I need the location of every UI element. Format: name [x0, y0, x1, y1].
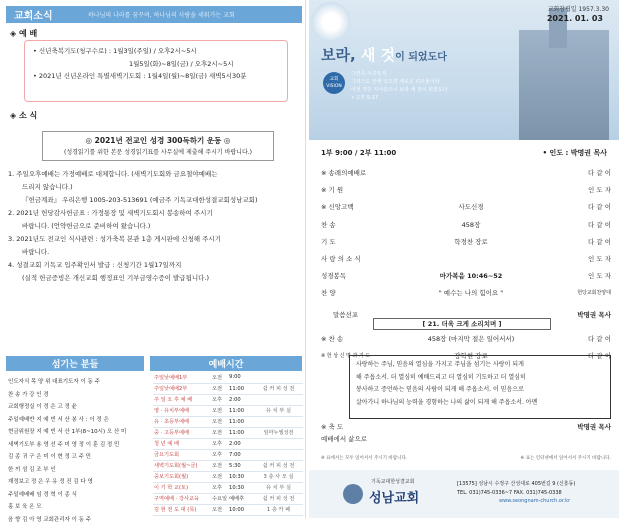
service-leader: • 인도 : 박명권 목사 — [543, 148, 607, 158]
prayer-line: 봉사하고 증언하는 믿음의 사람이 되게 해 주옵소서. 이 믿음으로 — [356, 384, 604, 397]
schedule-header: 예배시간 — [150, 356, 302, 371]
schedule-name: 청 년 예 배 — [153, 438, 211, 449]
schedule-row — [153, 383, 303, 394]
order-row — [321, 250, 611, 267]
schedule-day: 오전 — [211, 504, 228, 515]
church-news-header — [6, 6, 302, 23]
schedule-name: 금요기도회 — [153, 449, 211, 460]
verse-ref: • 고후 5:17 — [351, 94, 447, 102]
server-row: 교회행정실 이 정 은 고 정 윤 — [8, 401, 144, 414]
schedule-day: 오전 — [211, 383, 228, 394]
server-row: 김 종 귀 구 은 미 이 현 정 고 주 민 — [8, 451, 144, 464]
schedule-row — [153, 372, 303, 383]
order-content: 마가복음 10:46~52 — [381, 271, 561, 280]
schedule-name: 유 · 초등부예배 — [153, 416, 211, 427]
schedule-day: 수요일 — [211, 493, 228, 504]
schedule-row — [153, 482, 303, 493]
schedule-name: 주일낮예배1부 — [153, 372, 211, 383]
news-item: 3. 2021년도 전교인 식사관련 : 성가축복 본관 1층 게시판에 신청해 주시기 — [8, 233, 302, 246]
schedule-time: 11:00 — [228, 405, 254, 416]
schedule-row — [153, 449, 303, 460]
order-item: ※ 찬 송 — [321, 334, 381, 343]
sermon-title: [ 21. 더욱 크게 소리치며 ] — [373, 318, 551, 330]
servers-header: 섬기는 분들 — [6, 356, 144, 371]
church-news-title: 교회소식 — [6, 7, 88, 22]
server-row: 인도자식 목 양 위 대표기도자 이 동 주 — [8, 376, 144, 389]
order-leader: 박명권 목사 — [561, 422, 611, 431]
schedule-place — [254, 438, 303, 449]
schedule-place: 1 층 카 페 — [254, 504, 303, 515]
order-row — [321, 284, 611, 301]
flower-image — [311, 2, 351, 42]
cover-title — [321, 44, 447, 65]
schedule-name: 구역예배 · 강사교육 — [153, 493, 211, 504]
prayer-box — [349, 355, 611, 419]
schedule-row — [153, 493, 303, 504]
schedule-time: 11:00 — [228, 427, 254, 438]
schedule-name: 중 · 고등부예배 — [153, 427, 211, 438]
denomination-name: 기독교대한성결교회 — [371, 478, 414, 485]
news-sub: 『헌금계좌』 우리은행 1005-203-513691 (예금주 기독교대한성결교회성남교회) — [8, 194, 302, 207]
schedule-day: 오전 — [211, 405, 228, 416]
worship-item: • 신년축복기도(청구수로) : 1월3일(주일) / 오후2시~5시 — [33, 45, 279, 58]
order-leader: 다 같 이 — [561, 220, 611, 229]
campaign-box — [42, 131, 274, 161]
news-sub: (실적 헌금증빙은 개신교회 행정표인 기부금영수증이 발급됩니다.) — [8, 272, 302, 285]
order-item: 성경봉독 — [321, 271, 381, 280]
verse-line: 그런즉 누구든지 — [351, 70, 447, 78]
schedule-row — [153, 394, 303, 405]
schedule-time: 11:00 — [228, 416, 254, 427]
news-sub: 바랍니다. (언약헌금으로 준비하여 왔습니다.) — [8, 220, 302, 233]
news-section-title: ◈ 소 식 — [10, 110, 37, 121]
server-row: 재정보고 정 은 우 유 정 진 김 다 영 — [8, 476, 144, 489]
schedule-day: 오후 — [211, 438, 228, 449]
schedule-place: 쉼 커 피 성 전 — [254, 460, 303, 471]
order-content: 장학현 장로 — [381, 351, 561, 360]
schedule-place: 쉼 커 피 성 전 — [254, 383, 303, 394]
cover-title-part: 이 되었도다 — [395, 52, 447, 63]
order-item: 찬 양 — [321, 288, 381, 297]
schedule-name: 새벽기도회(월~금) — [153, 460, 211, 471]
sermon-title-box — [373, 318, 551, 330]
worship-item: 1월5일(화)~8일(금) / 오후2시~5시 — [33, 58, 279, 71]
order-item: ※ 송례의예배로 — [321, 168, 381, 177]
schedule-name: 이 기 학 교(토) — [153, 482, 211, 493]
schedule-day: 오전 — [211, 460, 228, 471]
schedule-time: 10:00 — [228, 504, 254, 515]
schedule-row — [153, 460, 303, 471]
order-leader: 헌당교회찬양대 — [561, 289, 611, 296]
order-content: " 예수는 나의 힘이요 " — [381, 288, 561, 297]
server-row: 음 향 김 아 영 교회관리자 이 동 주 — [8, 514, 144, 526]
order-row — [321, 216, 611, 233]
order-content: 458장 (마지막 절은 일어서서) — [381, 334, 561, 343]
order-content: 458장 — [381, 220, 561, 229]
order-item: 찬 송 — [321, 220, 381, 229]
server-row: 홍 보 육 온 모 — [8, 501, 144, 514]
cover-title-emphasis: 새 것 — [356, 46, 395, 64]
footnote: ※ 표는 인터넷에서 일어서서 주시기 바랍니다. — [520, 455, 611, 461]
server-row: 주일예배배 임 정 혁 이 종 식 — [8, 489, 144, 502]
schedule-row — [153, 427, 303, 438]
closing-order — [321, 420, 611, 444]
church-name: 성남교회 — [369, 487, 419, 506]
worship-order — [321, 164, 611, 302]
schedule-name: 김 현 전 도 대 (목) — [153, 504, 211, 515]
schedule-time: 10:30 — [228, 482, 254, 493]
news-list — [8, 168, 302, 285]
schedule-time: 11:00 — [228, 383, 254, 394]
order-row — [321, 420, 611, 432]
prayer-line: 사랑하는 주님, 믿음의 열심을 가지고 주님을 섬기는 사랑이 되게 — [356, 359, 604, 372]
order-row — [321, 267, 611, 284]
sermon-label: 말씀선포 — [321, 310, 381, 319]
worship-section-title: ◈ 예 배 — [10, 28, 37, 39]
vision-badge: 교회 VISION — [323, 72, 345, 94]
schedule-place — [254, 372, 303, 383]
schedule-time: 2:00 — [228, 438, 254, 449]
schedule-place: 쉼 커 피 성 전 — [254, 493, 303, 504]
news-sub: 드리지 않습니다.) — [8, 181, 302, 194]
server-row: 새벽기도부 용 영 선 주 미 영 정 이 훈 김 정 민 — [8, 439, 144, 452]
news-item: 4. 성결교회 기독교 입주확인서 발급 : 신청기간 1월17일까지 — [8, 259, 302, 272]
cover-title-part: 보라, — [321, 46, 356, 64]
schedule-row — [153, 504, 303, 515]
news-item: 2. 2021년 헌당감사헌금표 : 가정통장 및 새벽기도회시 봉송하여 주시기 — [8, 207, 302, 220]
servers-list — [8, 376, 144, 526]
order-leader: 다 같 이 — [561, 237, 611, 246]
order-item: ※ 헌 상 신 명 과 기 도 — [321, 352, 381, 359]
verse-line: 이전 것은 지나갔으니 보라 새 것이 되었도다 — [351, 86, 447, 94]
schedule-row — [153, 416, 303, 427]
server-row: 주일예배반 지 예 빈 서 산 봉 사 : 이 정 은 — [8, 414, 144, 427]
order-leader: 다 같 이 — [561, 168, 611, 177]
footnote: ※ 표에서는 모두 일어서서 주시기 바랍니다. — [321, 455, 407, 461]
order-leader: 다 같 이 — [561, 334, 611, 343]
church-phone: TEL. 031)745-0336~7 FAX. 031)745-0338 — [457, 489, 575, 498]
schedule-name: 중보기도회(월) — [153, 471, 211, 482]
order-leader: 다 같 이 — [561, 202, 611, 211]
schedule-time: 5:30 — [228, 460, 254, 471]
server-row: 한 끼 섬 김 조 부 인 — [8, 464, 144, 477]
service-info — [321, 148, 607, 158]
schedule-name: 주일낮예배2부 — [153, 383, 211, 394]
server-row: 찬 송 가 강 인 경 — [8, 389, 144, 402]
news-item: 1. 주일오후예배는 가정예배로 대체합니다. (새벽기도회와 금요철야예배는 — [8, 168, 302, 181]
verse-line: 그리스도 안에 있으면 새로운 피조물이라 — [351, 78, 447, 86]
order-leader: 다 같 이 — [561, 351, 611, 360]
order-leader: 인 도 자 — [561, 271, 611, 280]
schedule-time: 9:00 — [228, 372, 254, 383]
order-content: 학경찬 장로 — [381, 237, 561, 246]
schedule-table — [153, 372, 303, 516]
founding-date: 교회창립일 1957.3.30 — [548, 4, 609, 13]
schedule-day: 오전 — [211, 372, 228, 383]
worship-notice-box — [24, 40, 288, 102]
schedule-day: 오후 — [211, 449, 228, 460]
prayer-line: 해 주옵소서. 더 열심히 예배드리고 더 열심히 기도하고 더 열심히 — [356, 372, 604, 385]
schedule-time: 10:30 — [228, 471, 254, 482]
church-website-link[interactable]: www.seongnam-church.or.kr — [499, 498, 570, 504]
schedule-place: 유 치 부 실 — [254, 482, 303, 493]
order-item: ※ 기 원 — [321, 185, 381, 194]
campaign-title: ◎ 2021년 전교인 성경 300독하기 운동 ◎ — [43, 134, 273, 147]
church-building-image — [519, 30, 609, 140]
prayer-line: 살아가니 하나님의 능력을 경험하는 나의 삶이 되게 해 주옵소서. 아멘 — [356, 397, 604, 410]
order-leader: 인 도 자 — [561, 254, 611, 263]
order-item: ※ 신앙고백 — [321, 202, 381, 211]
news-sub: 바랍니다. — [8, 246, 302, 259]
schedule-day: 오전 — [211, 416, 228, 427]
church-logo-icon — [343, 484, 363, 504]
footnotes — [321, 455, 611, 461]
church-footer — [309, 470, 619, 518]
cover-verse — [351, 70, 447, 102]
bulletin-date: 2021. 01. 03 — [547, 14, 603, 23]
server-row: 현금위원장 지 예 빈 서 산 1부(8~10시) 오 산 미 — [8, 426, 144, 439]
schedule-row — [153, 405, 303, 416]
order-row — [321, 198, 611, 215]
order-item: ※ 축 도 — [321, 422, 381, 431]
schedule-day: 오후 — [211, 482, 228, 493]
schedule-row — [153, 438, 303, 449]
schedule-place — [254, 394, 303, 405]
service-times: 1부 9:00 / 2부 11:00 — [321, 148, 396, 158]
schedule-place — [254, 449, 303, 460]
campaign-desc: (성경읽기를 위한 본문 성경읽기표를 사무실에 제출해 주시기 바랍니다.) — [43, 147, 273, 158]
order-row — [321, 432, 611, 444]
order-row — [321, 330, 611, 347]
order-row — [321, 181, 611, 198]
sermon-preacher: 박명권 목사 — [561, 310, 611, 319]
schedule-day: 오전 — [211, 427, 228, 438]
order-row — [321, 233, 611, 250]
right-page — [309, 0, 619, 518]
schedule-time: 2:00 — [228, 394, 254, 405]
order-item: 기 도 — [321, 237, 381, 246]
cover-banner — [309, 0, 619, 140]
order-content: 사도신경 — [381, 202, 561, 211]
schedule-day: 오전 — [211, 471, 228, 482]
schedule-row — [153, 471, 303, 482]
order-item: 사 랑 의 소 식 — [321, 254, 381, 263]
schedule-name: 영 · 유치부예배 — [153, 405, 211, 416]
schedule-place: 임마누엘성전 — [254, 427, 303, 438]
church-contact — [457, 480, 575, 498]
order-item: 예배에서 삶으로 — [321, 434, 441, 443]
church-address: [13575] 성남시 수정구 산성대로 405번길 9 (신흥동) — [457, 480, 575, 489]
schedule-day: 오후 — [211, 394, 228, 405]
schedule-place: 3 층 사 모 실 — [254, 471, 303, 482]
church-news-subtitle: 하나님의 나라를 꿈꾸며, 하나님의 사람을 세워가는 교회 — [88, 10, 235, 19]
schedule-place: 유 치 부 실 — [254, 405, 303, 416]
order-leader: 인 도 자 — [561, 185, 611, 194]
schedule-time: 예배후 — [228, 493, 254, 504]
order-row — [321, 164, 611, 181]
schedule-name: 주 일 오 후 예 배 — [153, 394, 211, 405]
left-page — [0, 0, 306, 518]
schedule-time: 7:00 — [228, 449, 254, 460]
schedule-place — [254, 416, 303, 427]
worship-item: • 2021년 신년온라인 특별새벽기도회 : 1월4일(월)~8일(금) 새벽5시30분 — [33, 70, 279, 83]
